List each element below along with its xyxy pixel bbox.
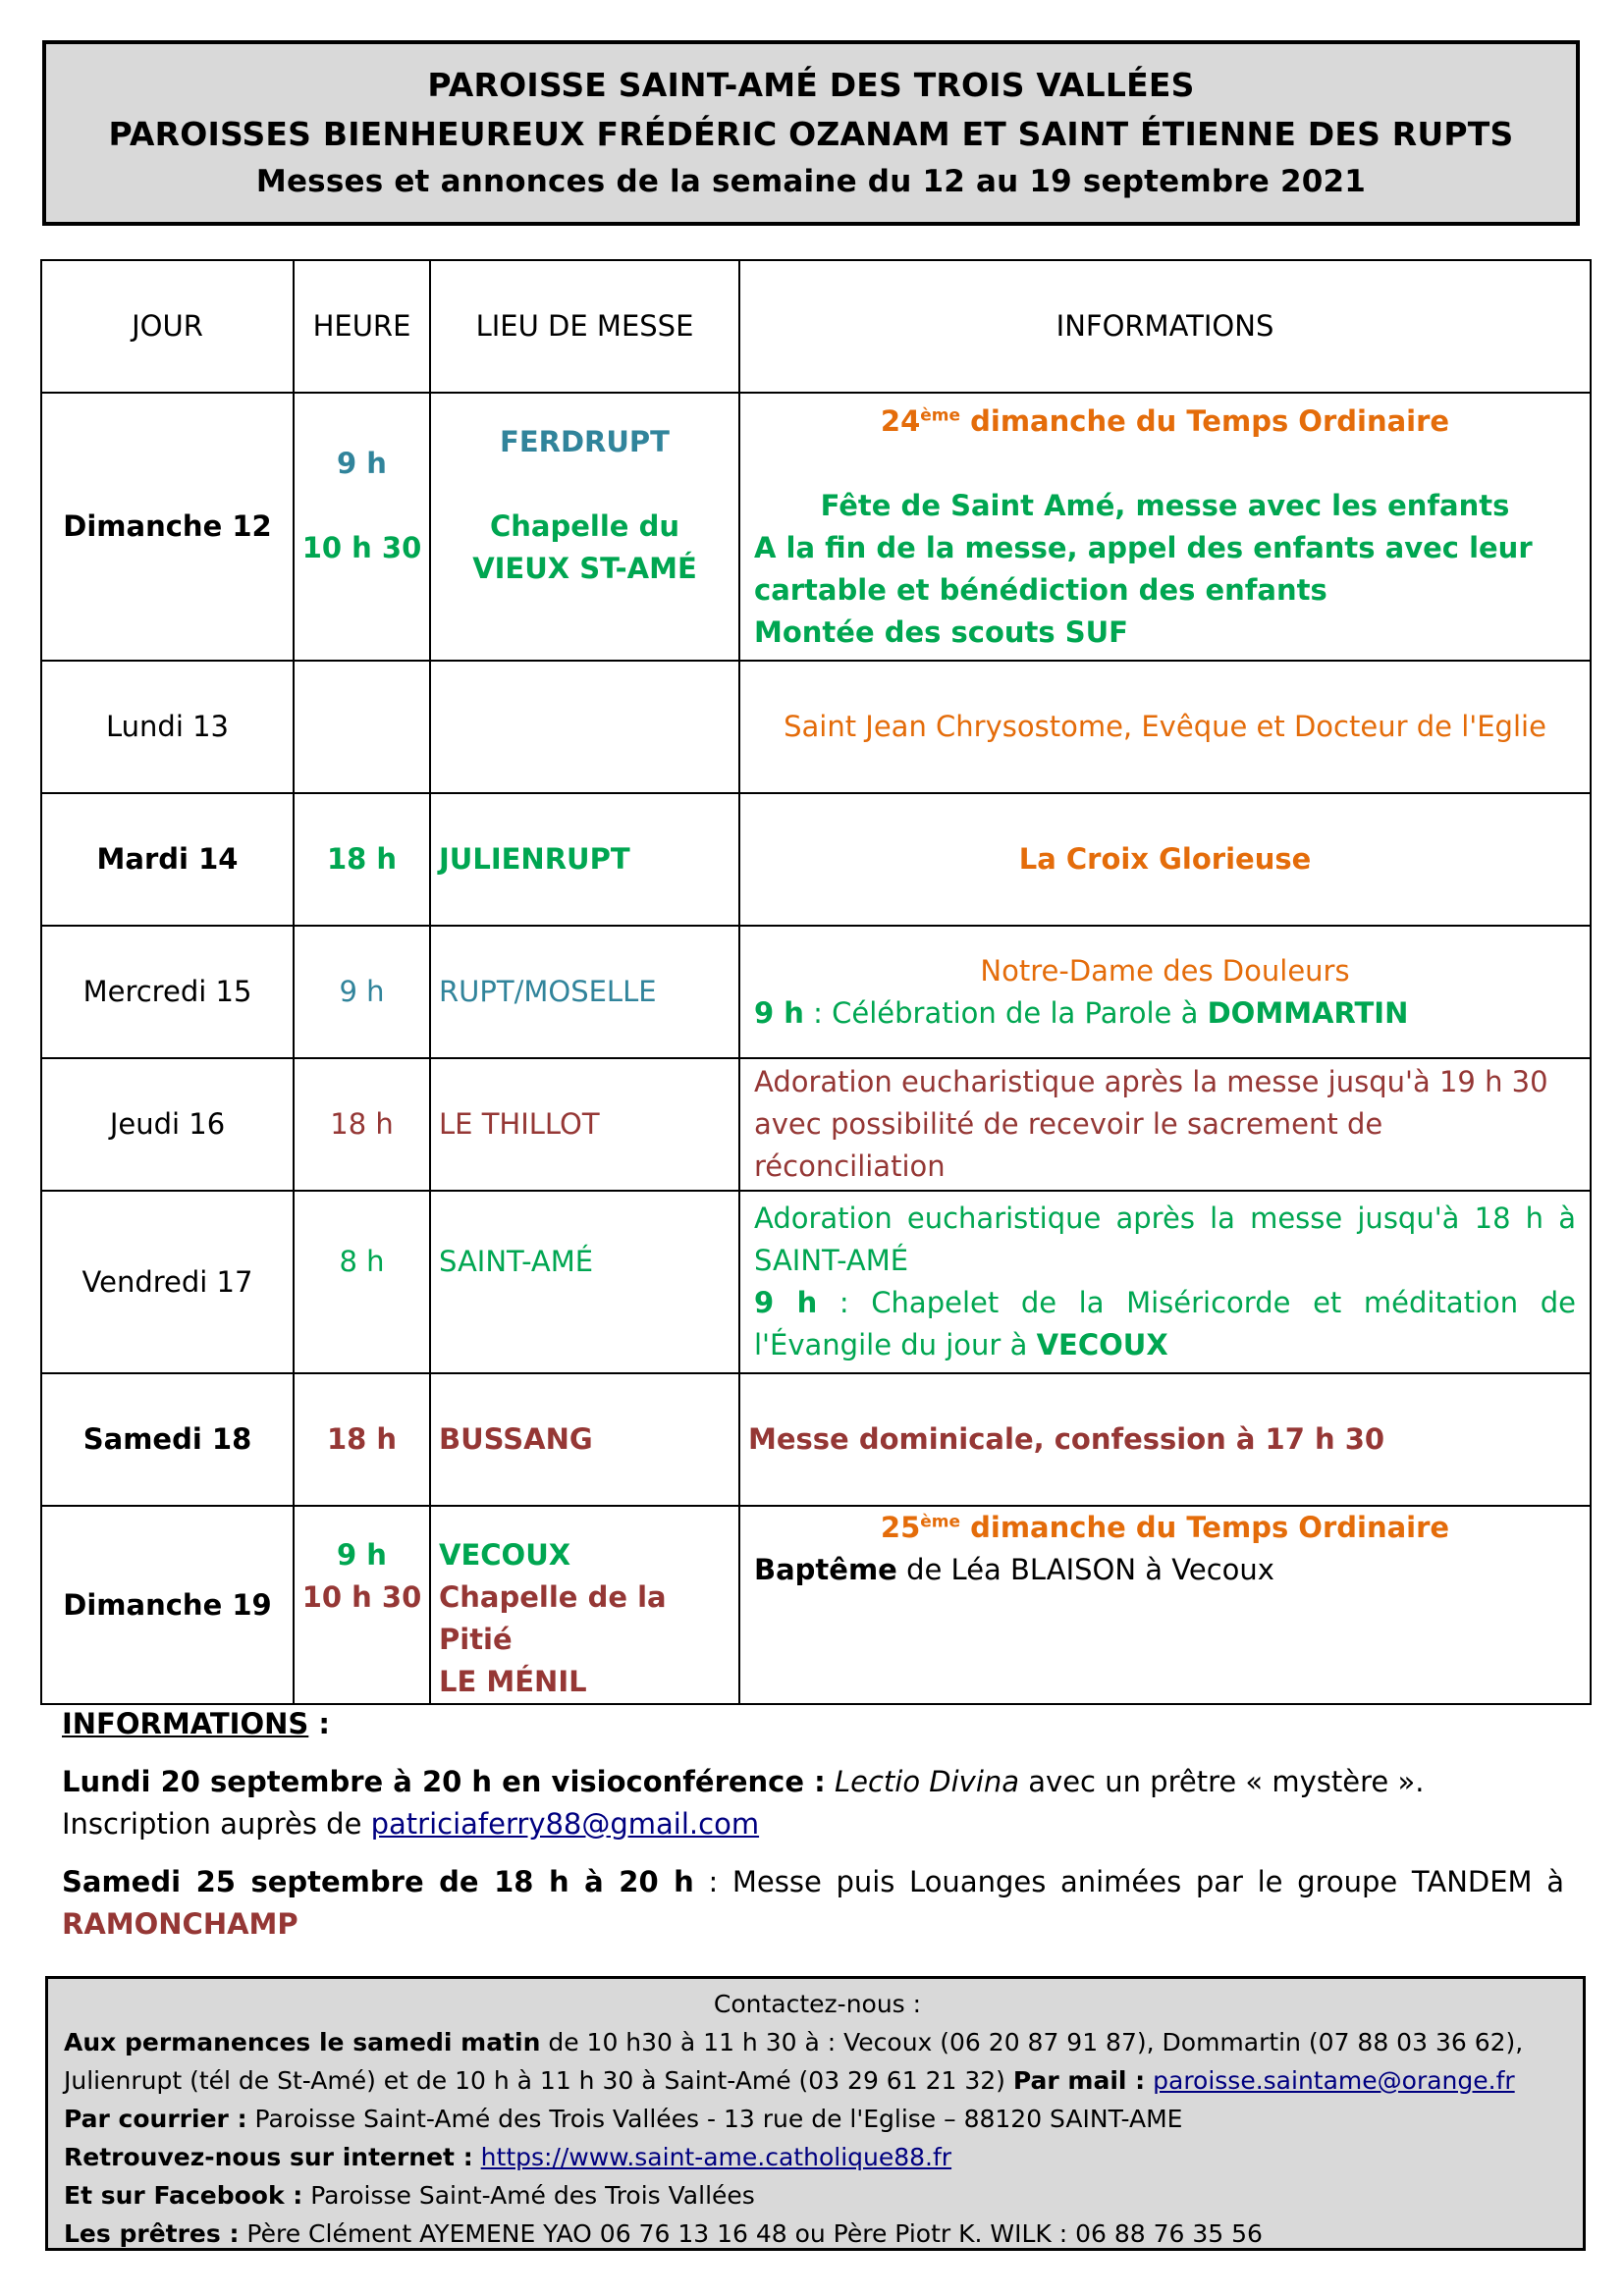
place-value: FERDRUPT [500, 425, 670, 458]
info-item-date: Samedi 25 septembre de 18 h à 20 h [62, 1865, 694, 1898]
feast-title: Notre-Dame des Douleurs [980, 953, 1350, 988]
feast-number: 25 [880, 1511, 921, 1544]
info-line: A la fin de la messe, appel des enfants avec leur cartable et bénédiction des enfants [754, 530, 1533, 607]
table-row [41, 393, 1591, 661]
time-value: 9 h [337, 1538, 387, 1572]
event-text: : Célébration de la Parole à [803, 995, 1208, 1030]
feast-number: 24 [880, 403, 921, 438]
bapteme-label: Baptême [754, 1553, 897, 1586]
day-cell: Mercredi 15 [41, 926, 294, 1058]
info-cell: Saint Jean Chrysostome, Evêque et Docteur de l'Eglie [739, 661, 1591, 793]
info-cell: Adoration eucharistique après la messe jusqu'à 19 h 30 avec possibilité de recevoir le sacrement de réconciliation [739, 1058, 1591, 1191]
parish-title: PAROISSE SAINT-AMÉ DES TROIS VALLÉES [427, 66, 1195, 104]
info-item [62, 1861, 1564, 1946]
info-item [62, 1761, 1564, 1845]
header-lieu: LIEU DE MESSE [430, 260, 739, 393]
pretres-label: Les prêtres : [64, 2219, 240, 2248]
permanences-label: Aux permanences le samedi matin [64, 2028, 541, 2056]
mass-schedule-table [40, 259, 1592, 1705]
feast-title [754, 1507, 1576, 1549]
time-cell: 9 h [294, 926, 430, 1058]
header-informations: INFORMATIONS [739, 260, 1591, 393]
time-value: 9 h [337, 446, 387, 480]
courrier-text: Paroisse Saint-Amé des Trois Vallées - 13 rue de l'Eglise – 88120 SAINT-AME [246, 2105, 1183, 2133]
place-cell [430, 661, 739, 793]
event-place: DOMMARTIN [1207, 995, 1409, 1030]
time-cell: 18 h [294, 793, 430, 926]
time-value: 10 h 30 [301, 530, 422, 564]
place-cell: BUSSANG [430, 1373, 739, 1506]
place-value: Chapelle de la Pitié [439, 1580, 667, 1656]
header-jour: JOUR [41, 260, 294, 393]
event-place: VECOUX [1036, 1328, 1168, 1362]
day-cell: Mardi 14 [41, 793, 294, 926]
facebook-label: Et sur Facebook : [64, 2181, 303, 2210]
week-subtitle: Messes et annonces de la semaine du 12 au 19 septembre 2021 [255, 164, 1367, 199]
day-cell: Dimanche 19 [41, 1506, 294, 1704]
heading-colon: : [308, 1707, 330, 1740]
contact-courrier [64, 2100, 1571, 2138]
time-cell [294, 1506, 430, 1704]
place-cell [430, 393, 739, 661]
pretres-text: Père Clément AYEMENE YAO 06 76 13 16 48 ou Père Piotr K. WILK : 06 88 76 35 56 [239, 2219, 1263, 2248]
contact-permanences [64, 2023, 1571, 2061]
info-line [754, 1282, 1576, 1366]
email-link[interactable]: patriciaferry88@gmail.com [370, 1807, 760, 1841]
permanences-text: de 10 h30 à 11 h 30 à : Vecoux (06 20 87 91 87), Dommartin (07 88 03 36 62), [540, 2028, 1524, 2056]
day-cell: Lundi 13 [41, 661, 294, 793]
informations-section [62, 1703, 1564, 1946]
event-time: 9 h [754, 1286, 818, 1319]
feast-text: dimanche du Temps Ordinaire [960, 403, 1450, 438]
event-time: 9 h [754, 995, 804, 1030]
table-row [41, 1058, 1591, 1191]
info-cell [739, 926, 1591, 1058]
feast-ordinal: ème [920, 1512, 961, 1532]
place-value: LE MÉNIL [439, 1665, 587, 1698]
contact-title: Contactez-nous : [713, 1990, 922, 2018]
informations-heading-line [62, 1703, 1564, 1745]
info-line: Montée des scouts SUF [754, 614, 1128, 649]
info-item-date: Lundi 20 septembre à 20 h en visioconférence : [62, 1765, 826, 1798]
facebook-text: Paroisse Saint-Amé des Trois Vallées [302, 2181, 755, 2210]
place-cell: LE THILLOT [430, 1058, 739, 1191]
courrier-label: Par courrier : [64, 2105, 247, 2133]
place-value: Chapelle du [490, 509, 679, 543]
informations-heading: INFORMATIONS [62, 1707, 309, 1740]
day-cell: Jeudi 16 [41, 1058, 294, 1191]
table-row [41, 1506, 1591, 1704]
info-line [754, 1549, 1576, 1591]
time-cell: 8 h [294, 1191, 430, 1373]
header-heure: HEURE [294, 260, 430, 393]
place-cell: JULIENRUPT [430, 793, 739, 926]
mail-label: Par mail : [1012, 2066, 1146, 2095]
parishes-subtitle: PAROISSES BIENHEUREUX FRÉDÉRIC OZANAM ET SAINT ÉTIENNE DES RUPTS [108, 115, 1514, 153]
info-cell [739, 1506, 1591, 1704]
place-cell: RUPT/MOSELLE [430, 926, 739, 1058]
info-item-text: avec un prêtre « mystère ». Inscription auprès de [62, 1765, 1425, 1841]
info-cell [739, 1191, 1591, 1373]
contact-pretres [64, 2215, 1571, 2253]
day-cell: Dimanche 12 [41, 393, 294, 661]
internet-label: Retrouvez-nous sur internet : [64, 2143, 473, 2171]
contact-facebook [64, 2176, 1571, 2215]
time-cell: 18 h [294, 1373, 430, 1506]
table-row [41, 926, 1591, 1058]
feast-ordinal: ème [920, 404, 961, 425]
time-value: 10 h 30 [301, 1580, 422, 1614]
mail-link[interactable]: paroisse.saintame@orange.fr [1153, 2066, 1515, 2095]
website-link[interactable]: https://www.saint-ame.catholique88.fr [480, 2143, 952, 2171]
contact-permanences-cont [64, 2061, 1571, 2100]
day-cell: Vendredi 17 [41, 1191, 294, 1373]
contact-internet [64, 2138, 1571, 2176]
place-cell [430, 1506, 739, 1704]
place-value: VIEUX ST-AMÉ [472, 552, 697, 585]
contact-box [45, 1976, 1586, 2251]
day-cell: Samedi 18 [41, 1373, 294, 1506]
info-cell: Messe dominicale, confession à 17 h 30 [739, 1373, 1591, 1506]
place-cell: SAINT-AMÉ [430, 1191, 739, 1373]
time-cell [294, 393, 430, 661]
permanences-text: Julienrupt (tél de St-Amé) et de 10 h à 11 h 30 à Saint-Amé (03 29 61 21 32) [64, 2066, 1013, 2095]
table-row [41, 661, 1591, 793]
event-text: : Chapelet de la Miséricorde et méditation de l'Évangile du jour à [754, 1286, 1576, 1362]
table-row [41, 1191, 1591, 1373]
feast-text: dimanche du Temps Ordinaire [960, 1511, 1450, 1544]
time-cell [294, 661, 430, 793]
info-item-title: Lectio Divina [834, 1765, 1020, 1798]
info-line: Fête de Saint Amé, messe avec les enfants [820, 488, 1510, 522]
table-header-row [41, 260, 1591, 393]
info-line [754, 992, 1576, 1035]
info-cell: La Croix Glorieuse [739, 793, 1591, 926]
time-cell: 18 h [294, 1058, 430, 1191]
info-item-text: : Messe puis Louanges animées par le groupe TANDEM à [693, 1865, 1564, 1898]
info-cell [739, 393, 1591, 661]
info-line: Adoration eucharistique après la messe jusqu'à 18 h à SAINT-AMÉ [754, 1201, 1576, 1277]
feast-title [754, 400, 1576, 443]
table-row [41, 793, 1591, 926]
bapteme-text: de Léa BLAISON à Vecoux [896, 1553, 1274, 1586]
table-row [41, 1373, 1591, 1506]
place-value: VECOUX [439, 1538, 571, 1572]
title-box [42, 40, 1580, 226]
info-item-place: RAMONCHAMP [62, 1907, 298, 1941]
